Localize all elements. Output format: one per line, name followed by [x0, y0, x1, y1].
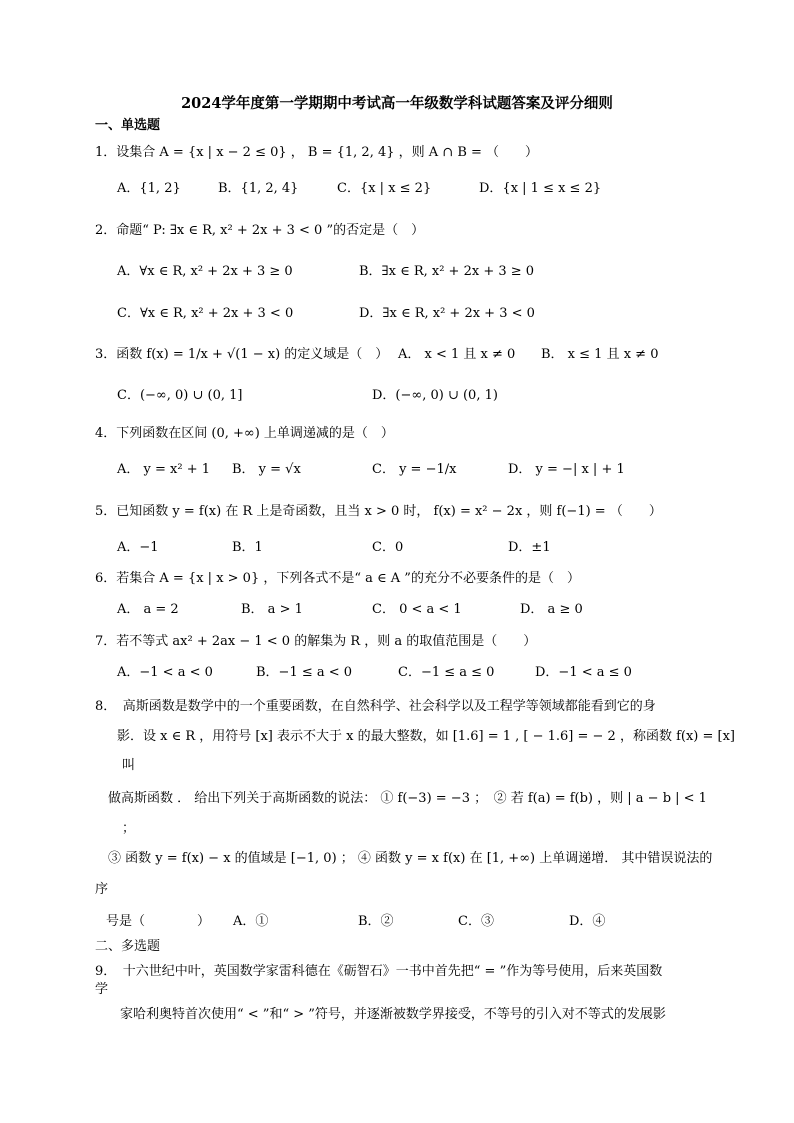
- question-9-line-3: 家哈利奥特首次使用“ < ”和“ > ”符号，并逐渐被数学界接受，不等号的引入对不等式的发展影: [120, 1007, 666, 1022]
- question-7-option-c: C．−1 ≤ a ≤ 0: [398, 665, 495, 680]
- question-4-option-b: B． y = √x: [232, 462, 301, 477]
- question-1-option-d: D．{x | 1 ≤ x ≤ 2}: [479, 181, 602, 196]
- question-5-stem: 5．已知函数 y = f(x) 在 R 上是奇函数，且当 x > 0 时， f(x) = x² − 2x ，则 f(−1) = （ ）: [95, 504, 662, 519]
- question-3-option-b: B． x ≤ 1 且 x ≠ 0: [541, 347, 659, 362]
- question-8-line-7: 序: [95, 882, 109, 897]
- question-1-option-c: C．{x | x ≤ 2}: [337, 181, 432, 196]
- question-6-option-c: C． 0 < a < 1: [372, 602, 462, 617]
- question-8-option-d: D．④: [569, 914, 606, 929]
- question-5-option-d: D．±1: [508, 540, 551, 555]
- question-4-option-a: A． y = x² + 1: [117, 462, 210, 477]
- question-9-line-2: 学: [95, 982, 109, 997]
- section-single-choice: 一、单选题: [95, 118, 161, 133]
- question-2-stem: 2．命题“ P: ∃x ∈ R, x² + 2x + 3 < 0 ”的否定是（ ）: [95, 223, 425, 238]
- question-8-line-8: 号是（ ）: [106, 914, 211, 929]
- question-4-option-c: C． y = −1/x: [372, 462, 457, 477]
- question-3-stem: 3．函数 f(x) = 1/x + √(1 − x) 的定义域是（ ）: [95, 347, 389, 362]
- question-2-option-a: A．∀x ∈ R, x² + 2x + 3 ≥ 0: [117, 264, 293, 279]
- question-5-option-c: C．0: [372, 540, 404, 555]
- question-8-option-b: B．②: [358, 914, 394, 929]
- question-6-option-b: B． a > 1: [241, 602, 303, 617]
- question-8-option-a: A．①: [233, 914, 269, 929]
- question-6-option-d: D． a ≥ 0: [520, 602, 583, 617]
- question-8-line-2: 影．设 x ∈ R ，用符号 [x] 表示不大于 x 的最大整数，如 [1.6] = 1 , [ − 1.6] = − 2 ，称函数 f(x) = [x]: [117, 729, 735, 744]
- question-5-option-b: B．1: [232, 540, 263, 555]
- question-1-stem: 1．设集合 A = {x | x − 2 ≤ 0} ， B = {1, 2, 4} ，则 A ∩ B = （ ）: [95, 145, 539, 160]
- question-1-option-b: B．{1, 2, 4}: [218, 181, 299, 196]
- question-9-line-1: 9． 十六世纪中叶，英国数学家雷科德在《砺智石》一书中首先把“ = ”作为等号使用，后来英国数: [95, 964, 663, 979]
- question-2-option-b: B．∃x ∈ R, x² + 2x + 3 ≥ 0: [359, 264, 535, 279]
- question-8-line-3: 叫: [122, 758, 136, 773]
- question-5-option-a: A．−1: [117, 540, 159, 555]
- question-6-option-a: A． a = 2: [117, 602, 179, 617]
- question-7-option-d: D．−1 < a ≤ 0: [535, 665, 632, 680]
- question-2-option-d: D．∃x ∈ R, x² + 2x + 3 < 0: [359, 306, 535, 321]
- doc-title: 2024学年度第一学期期中考试高一年级数学科试题答案及评分细则: [181, 95, 613, 112]
- question-4-stem: 4．下列函数在区间 (0, +∞) 上单调递减的是（ ）: [95, 426, 394, 441]
- question-8-line-5: ；: [122, 821, 136, 836]
- question-3-option-c: C．(−∞, 0) ∪ (0, 1]: [117, 388, 243, 403]
- question-7-option-b: B．−1 ≤ a < 0: [256, 665, 353, 680]
- question-3-option-d: D．(−∞, 0) ∪ (0, 1): [372, 388, 498, 403]
- question-1-option-a: A．{1, 2}: [117, 181, 181, 196]
- question-3-option-a: A． x < 1 且 x ≠ 0: [398, 347, 516, 362]
- question-6-stem: 6．若集合 A = {x | x > 0} ，下列各式不是“ a ∈ A ”的充分不必要条件的是（ ）: [95, 571, 580, 586]
- question-2-option-c: C．∀x ∈ R, x² + 2x + 3 < 0: [117, 306, 294, 321]
- question-8-line-1: 8． 高斯函数是数学中的一个重要函数，在自然科学、社会科学以及工程学等领域都能看到它的身: [95, 699, 656, 714]
- question-4-option-d: D． y = −| x | + 1: [508, 462, 625, 477]
- question-8-line-4: 做高斯函数 ． 给出下列关于高斯函数的说法： ① f(−3) = −3 ； ② 若 f(a) = f(b) ，则 | a − b | < 1: [108, 791, 707, 806]
- question-7-stem: 7．若不等式 ax² + 2ax − 1 < 0 的解集为 R ，则 a 的取值范围是（ ）: [95, 634, 537, 649]
- question-8-line-6: ③ 函数 y = f(x) − x 的值域是 [−1, 0) ； ④ 函数 y = x f(x) 在 [1, +∞) 上单调递增． 其中错误说法的: [108, 851, 713, 866]
- section-multiple-choice: 二、多选题: [95, 939, 161, 954]
- question-7-option-a: A．−1 < a < 0: [117, 665, 213, 680]
- question-8-option-c: C．③: [458, 914, 494, 929]
